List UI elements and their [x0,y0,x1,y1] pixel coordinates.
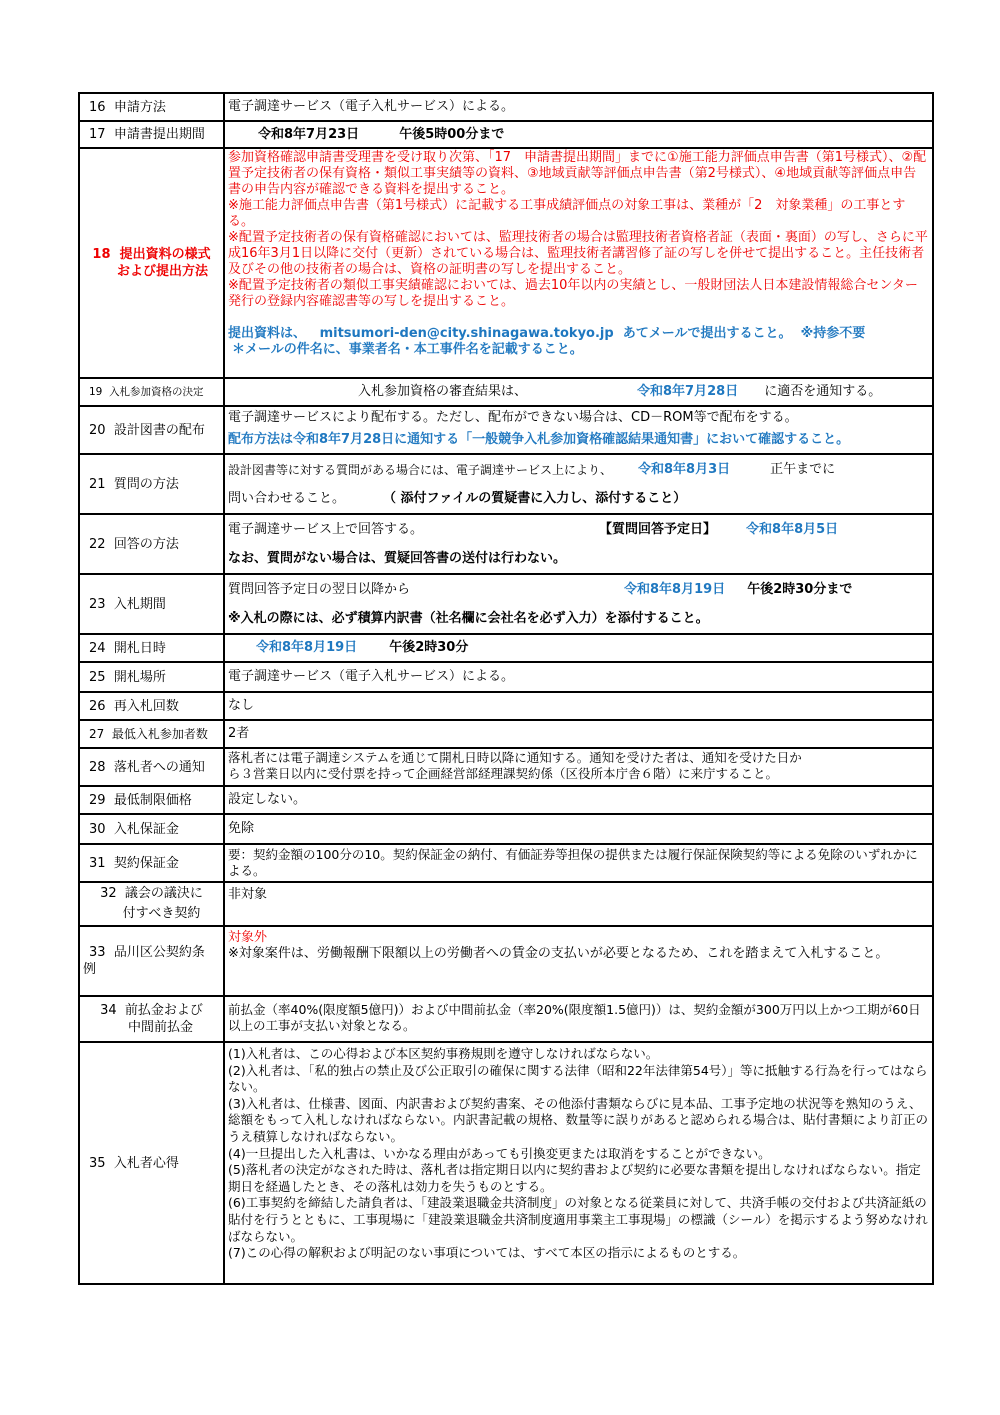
row-label [80,515,225,573]
row-label-text: 申請方法 [113,99,166,115]
content-text: 問い合わせること。 [228,491,346,506]
content-text: 2者 [228,726,250,741]
row-content [225,515,934,573]
question-deadline-time: 正午までに [770,462,836,477]
content-text: ※対象案件は、労働報酬下限額以上の労働者への賃金の支払いが必要となるため、これを踏まえて入札すること。 [228,946,889,961]
row-label-text: 回答の方法 [113,536,179,552]
row-label-text: 設計図書の配布 [113,422,205,438]
row-16 [80,94,934,122]
row-number: 18 [92,247,111,262]
row-content [225,883,934,925]
row-number: 35 [89,1155,106,1171]
guideline-item: (5)落札者の決定がなされた時は、落札者は指定期日以内に契約書および契約に必要な書類を提出しなければならない。指定期日を経過したとき、その落札は効力を失うものとする。 [228,1162,921,1194]
row-label-text: および提出方法 [116,264,208,279]
row-label [80,663,225,691]
bid-period-date: 令和8年8月19日 [624,582,726,597]
opening-date: 令和8年8月19日 [256,640,358,655]
row-label [80,122,225,147]
row-label-text: 入札保証金 [113,821,179,837]
row-label [80,787,225,813]
content-text: 要：契約金額の100分の10。契約保証金の納付、有価証券等担保の提供または履行保証保険契約等による免除のいずれかによる。 [228,847,918,878]
row-content [225,149,934,377]
bid-notice-table [78,92,934,1285]
row-24 [80,635,934,663]
email-note: ※持参不要 [800,326,866,341]
row-label [80,721,225,747]
content-text: 設定しない。 [228,792,307,807]
row-label-text: 議会の議決に [124,886,203,901]
row-label [80,927,225,995]
opening-time: 午後2時30分 [389,640,469,655]
email-suffix: あてメールで提出すること。 [622,326,792,341]
row-label [80,575,225,633]
row-label-text: 再入札回数 [113,698,179,714]
row-22 [80,515,934,575]
row-number: 19 [89,385,103,398]
content-text: 電子調達サービス（電子入札サービス）による。 [228,99,515,114]
row-label [80,635,225,661]
row-label [80,997,225,1041]
row-label [80,845,225,881]
row-label-text: 落札者への通知 [113,759,205,775]
row-34 [80,997,934,1043]
row-number: 24 [89,640,106,656]
email-address[interactable]: mitsumori-den@city.shinagawa.tokyo.jp [319,326,614,341]
qualification-note: ※配置予定技術者の保有資格確認においては、監理技術者の場合は監理技術者資格者証（表面・裏面）の写し、さらに平成16年3月1日以降に交付（更新）されている場合は、監理技術者講習修了証の写しを併せて提出すること。主任技術者及びその他の技術者の場合は、資格の証明書の写しを提出すること。 [228,230,928,277]
email-prefix: 提出資料は、 [228,326,307,341]
decision-date: 令和8年7月28日 [637,384,739,399]
row-27 [80,721,934,749]
row-label-text: 開札場所 [113,669,166,685]
row-content [225,663,934,691]
deadline-time: 午後5時00分まで [399,126,505,142]
email-submission [228,326,929,342]
row-content [225,635,934,661]
row-content [225,575,934,633]
row-number: 17 [89,127,106,142]
row-label [80,815,225,843]
row-32 [80,883,934,927]
guideline-item: (6)工事契約を締結した請負者は、「建設業退職金共済制度」の対象となる従業員に対して、共済手帳の交付および共済証紙の貼付を行うとともに、工事現場に「建設業退職金共済制度適用事業主工事現場」の標識（シール）を掲示するよう努めなければならない。 [228,1195,928,1244]
row-label-text: 最低入札参加者数 [111,726,208,741]
row-label-text: 提出資料の様式 [119,247,211,262]
row-label-text: 前払金および [124,1003,203,1018]
row-label [80,149,225,377]
row-number: 33 [89,945,106,960]
content-text: 質問回答予定日の翌日以降から [228,582,411,597]
answer-date-tag: 【質問回答予定日】 [599,522,717,537]
row-label-text: 付すべき契約 [122,906,201,921]
row-content [225,379,934,405]
row-label-text: 最低制限価格 [113,792,192,808]
content-text: 電子調達サービス（電子入札サービス）による。 [228,669,515,684]
guideline-item: (4)一旦提出した入札書は、いかなる理由があっても引換変更または取消をすることができない。 [228,1145,771,1161]
row-30 [80,815,934,845]
content-text: 入札参加資格の審査結果は、 [358,384,528,399]
content-text: 設計図書等に対する質問がある場合には、電子調達サービス上により、 [228,463,613,477]
row-number: 22 [89,536,106,552]
row-35 [80,1043,934,1285]
row-label [80,407,225,453]
row-29 [80,787,934,815]
row-label [80,1043,225,1283]
row-21 [80,455,934,515]
row-label-text: 入札者心得 [113,1155,179,1171]
content-text: ら３営業日以内に受付票を持って企画経営部経理課契約係（区役所本庁舎６階）に来庁すること。 [228,766,779,781]
row-content [225,1043,934,1283]
row-label [80,379,225,405]
row-label-text: 入札参加資格の決定 [109,385,204,398]
content-text: 落札者には電子調達システムを通じて開札日時以降に通知する。通知を受けた者は、通知を受けた日か [228,750,802,765]
row-number: 21 [89,476,106,492]
guideline-item: (7)この心得の解釈および明記のない事項については、すべて本区の指示によるものとする。 [228,1245,746,1261]
guideline-item: (1)入札者は、この心得および本区契約事務規則を遵守しなければならない。 [228,1046,659,1061]
row-content [225,407,934,453]
answer-date: 令和8年8月5日 [746,522,839,537]
row-19 [80,379,934,407]
row-label [80,455,225,513]
guideline-item: (2)入札者は、「私的独占の禁止及び公正取引の確保に関する法律（昭和22年法律第54号）」等に抵触する行為を行ってはならない。 [228,1062,928,1095]
content-text: なし [228,698,255,713]
content-text: 前払金（率40%(限度額5億円)）および中間前払金（率20%(限度額1.5億円)）は、契約金額が300万円以上かつ工期が60日以上の工事が支払い対象となる。 [228,1002,921,1033]
row-number: 34 [100,1003,117,1018]
row-content [225,94,934,120]
row-label [80,883,225,925]
question-deadline-date: 令和8年8月3日 [638,462,731,477]
row-label-text: 開札日時 [113,640,166,656]
row-content [225,787,934,813]
row-number: 23 [89,596,106,612]
row-33 [80,927,934,997]
row-label-text: 契約保証金 [113,855,179,871]
row-content [225,927,934,995]
construction-score-note: ※施工能力評価点申告書（第1号様式）に記載する工事成績評価点の対象工事は、業種が「2 対象業種」の工事とする。 [228,198,906,229]
row-number: 32 [100,886,117,901]
row-number: 29 [89,792,106,808]
email-subject-note: ＊メールの件名に、事業者名・本工事件名を記載すること。 [232,342,583,357]
row-content [225,122,934,147]
content-text: 電子調達サービス上で回答する。 [228,522,424,537]
content-text: に適否を通知する。 [764,384,882,399]
row-23 [80,575,934,635]
row-label-text: 質問の方法 [113,476,179,492]
content-text: 非対象 [228,887,268,902]
row-label-text: 品川区公契約条 [113,945,205,960]
row-number: 31 [89,855,106,871]
row-number: 27 [89,726,105,741]
row-31 [80,845,934,883]
row-content [225,721,934,747]
row-content [225,749,934,785]
content-text: 電子調達サービスにより配布する。ただし、配布ができない場合は、CD－ROM等で配布をする。 [228,410,798,425]
row-number: 25 [89,669,106,685]
row-label-text: 中間前払金 [127,1020,193,1035]
row-content [225,455,934,513]
row-18 [80,149,934,379]
content-text: ※入札の際には、必ず積算内訳書（社名欄に会社名を必ず入力）を添付すること。 [228,611,709,626]
bid-period-time: 午後2時30分まで [747,582,853,597]
row-20 [80,407,934,455]
row-content [225,693,934,719]
row-content [225,845,934,881]
row-label-text: 入札期間 [113,596,166,612]
deadline-date: 令和8年7月23日 [258,126,360,142]
guideline-item: (3)入札者は、仕様書、図面、内訳書および契約書案、その他添付書類ならびに見本品、工事予定地の状況等を熟知のうえ、総額をもって入札しなければならない。内訳書記載の規格、数量等に誤りがあると認められる場合は、貼付書類により訂正のうえ積算しなければならない。 [228,1095,929,1144]
row-content [225,997,934,1041]
row-number: 28 [89,759,106,775]
row-number: 30 [89,821,106,837]
submission-instructions: 参加資格確認申請書受理書を受け取り次第、「17 申請書提出期間」までに①施工能力評価点申告書（第1号様式）、②配置予定技術者の保有資格・類似工事実績等の資料、③地域貢献等評価点申告書（第2号様式）、④地域貢献等評価点申告書の申告内容が確認できる資料を提出すること。 [228,150,927,197]
applicability-flag: 対象外 [228,930,268,945]
distribution-note: 配布方法は令和8年7月28日に通知する「一般競争入札参加資格確認結果通知書」において確認すること。 [228,432,850,447]
row-28 [80,749,934,787]
row-content [225,815,934,843]
similar-work-note: ※配置予定技術者の類似工事実績確認においては、過去10年以内の実績とし、一般財団法人日本建設情報総合センター発行の登録内容確認書等の写しを提出すること。 [228,278,918,309]
row-26 [80,693,934,721]
row-label [80,749,225,785]
row-25 [80,663,934,693]
row-label-text: 申請書提出期間 [113,127,205,142]
content-text: なお、質問がない場合は、質疑回答書の送付は行わない。 [228,551,567,566]
row-number: 26 [89,698,106,714]
attachment-note: （ 添付ファイルの質疑書に入力し、添付すること） [383,491,687,506]
row-label-text: 例 [83,962,97,977]
row-number: 16 [89,99,106,115]
row-label [80,94,225,120]
content-text: 免除 [228,821,255,836]
row-number: 20 [89,422,106,438]
row-label [80,693,225,719]
row-17 [80,122,934,149]
